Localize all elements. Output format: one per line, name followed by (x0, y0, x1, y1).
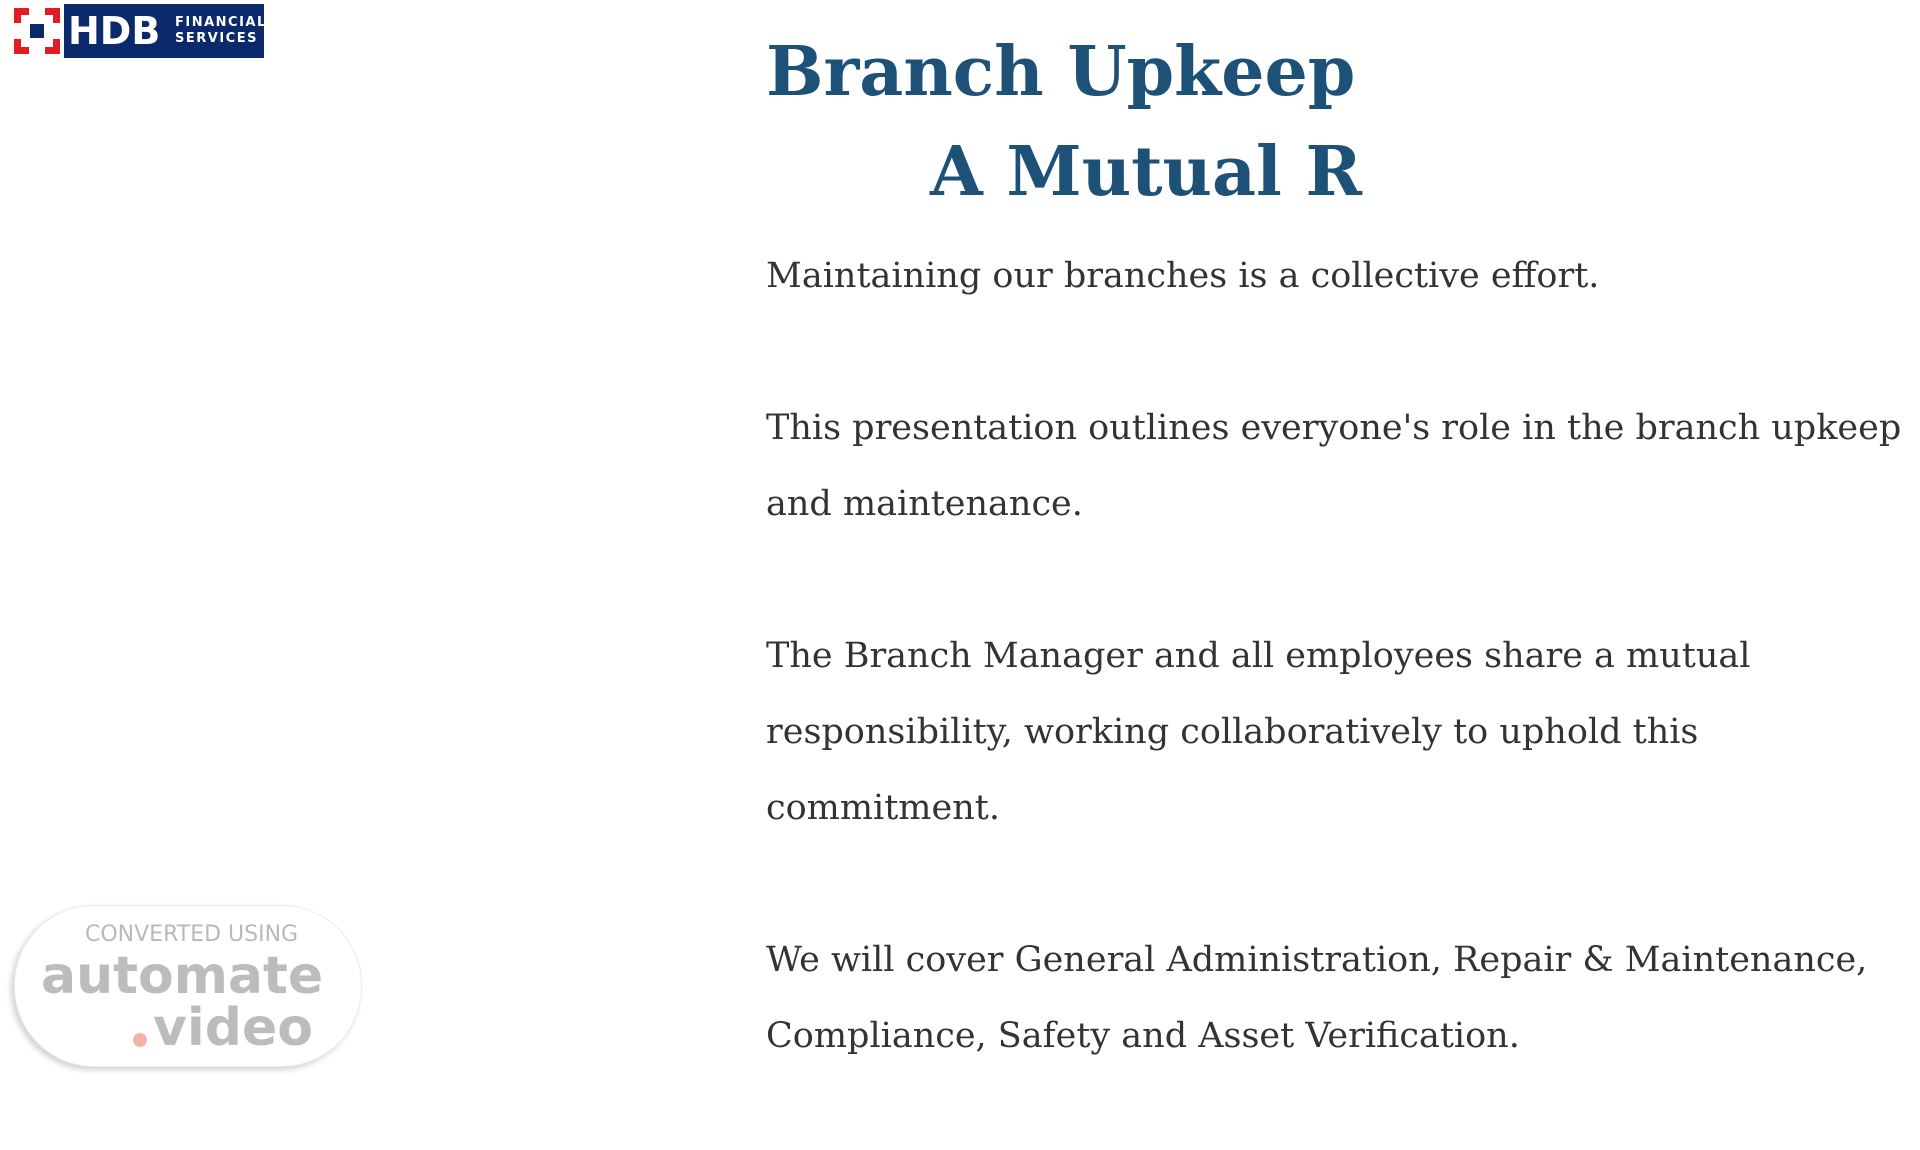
automate-video-watermark (14, 905, 362, 1067)
slide-title-line-1: Branch Upkeep (766, 32, 1356, 112)
logo-subtitle (175, 15, 267, 47)
slide-title-line-2: A Mutual R (930, 132, 1363, 212)
paragraph-responsibility: The Branch Manager and all employees share a mutual responsibility, working collaboratively to uphold this commitment. (766, 636, 1751, 828)
hdb-logo-mark-icon (10, 4, 64, 58)
watermark-bottom-text: video (153, 998, 313, 1058)
logo-brand-text: HDB (68, 9, 161, 53)
hdb-logo (10, 4, 267, 58)
paragraph-outline: This presentation outlines everyone's role in the branch upkeep and maintenance. (766, 408, 1902, 524)
slide-body (766, 238, 1906, 1150)
watermark-mid-text: automate (41, 946, 324, 1006)
watermark-top-text: CONVERTED USING (85, 922, 299, 947)
paragraph-intro: Maintaining our branches is a collective effort. (766, 256, 1600, 296)
slide-title (760, 20, 1363, 212)
paragraph-topics: We will cover General Administration, Repair & Maintenance, Compliance, Safety and Asset Verification. (766, 940, 1868, 1056)
watermark-dot-icon (133, 1033, 147, 1047)
logo-subtitle-line-2: SERVICES (175, 31, 258, 46)
logo-subtitle-line-1: FINANCIAL (175, 15, 267, 30)
